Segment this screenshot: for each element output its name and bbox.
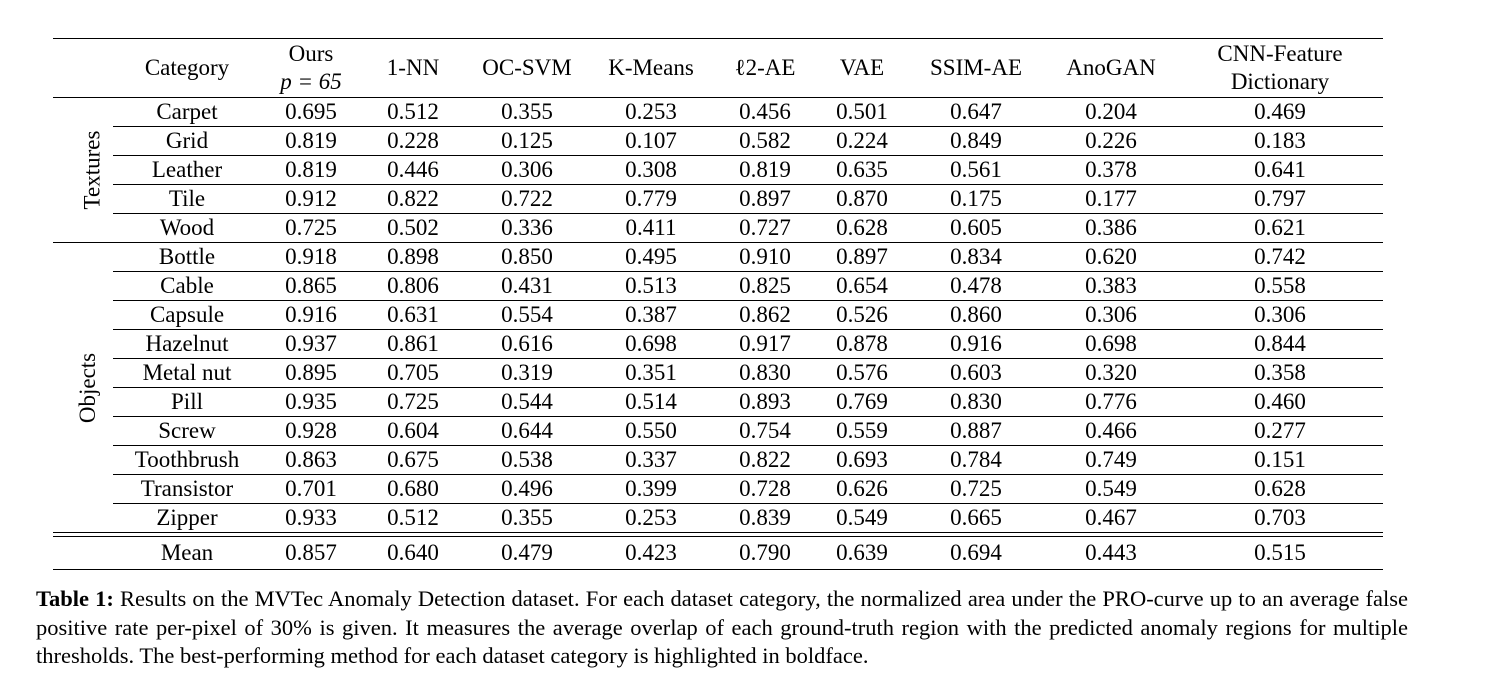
row-value: 0.728 — [713, 475, 817, 504]
row-value: 0.337 — [589, 446, 713, 475]
row-value: 0.910 — [713, 243, 817, 272]
group-objects — [53, 243, 113, 533]
caption-label: Table 1: — [36, 586, 114, 611]
header-anogan: AnoGAN — [1045, 39, 1177, 98]
group-textures — [53, 98, 113, 243]
row-value: 0.559 — [817, 417, 907, 446]
table-row — [53, 446, 1383, 475]
row-value: 0.628 — [1177, 475, 1383, 504]
row-value: 0.378 — [1045, 156, 1177, 185]
row-value: 0.698 — [1045, 330, 1177, 359]
row-category: Capsule — [113, 301, 261, 330]
row-category: Screw — [113, 417, 261, 446]
row-value: 0.204 — [1045, 98, 1177, 127]
row-value: 0.628 — [817, 214, 907, 243]
table-row — [53, 185, 1383, 214]
row-value: 0.860 — [907, 301, 1045, 330]
row-value: 0.887 — [907, 417, 1045, 446]
row-value: 0.469 — [1177, 98, 1383, 127]
row-value: 0.226 — [1045, 127, 1177, 156]
header-group-blank — [53, 39, 113, 98]
row-value: 0.502 — [361, 214, 465, 243]
row-value: 0.616 — [465, 330, 589, 359]
row-value: 0.694 — [907, 537, 1045, 570]
row-value: 0.898 — [361, 243, 465, 272]
table-row-mean — [53, 537, 1383, 570]
row-category: Transistor — [113, 475, 261, 504]
row-value: 0.355 — [465, 504, 589, 533]
row-category: Carpet — [113, 98, 261, 127]
row-value: 0.893 — [713, 388, 817, 417]
row-value: 0.431 — [465, 272, 589, 301]
row-value: 0.640 — [361, 537, 465, 570]
row-category: Grid — [113, 127, 261, 156]
row-value: 0.725 — [261, 214, 361, 243]
row-value: 0.935 — [261, 388, 361, 417]
row-value: 0.928 — [261, 417, 361, 446]
row-value: 0.918 — [261, 243, 361, 272]
row-value: 0.937 — [261, 330, 361, 359]
row-value: 0.620 — [1045, 243, 1177, 272]
header-ours-param: p = 65 — [280, 69, 342, 94]
row-value: 0.635 — [817, 156, 907, 185]
mean-group-blank — [53, 537, 113, 570]
row-value: 0.277 — [1177, 417, 1383, 446]
table-row — [53, 330, 1383, 359]
row-value: 0.626 — [817, 475, 907, 504]
row-value: 0.513 — [589, 272, 713, 301]
row-value: 0.825 — [713, 272, 817, 301]
header-1nn: 1-NN — [361, 39, 465, 98]
row-value: 0.897 — [817, 243, 907, 272]
row-value: 0.819 — [713, 156, 817, 185]
row-value: 0.912 — [261, 185, 361, 214]
row-category: Mean — [113, 537, 261, 570]
row-value: 0.725 — [361, 388, 465, 417]
row-value: 0.822 — [361, 185, 465, 214]
caption-text: Results on the MVTec Anomaly Detection dataset. For each dataset category, the normalized area under the PRO-curve up to an average false positive rate per-pixel of 30% is given. It measures the average overlap of each ground-truth region with the predicted anomaly regions for multiple thresholds. The best-performing method for each dataset category is highlighted in boldface. — [36, 586, 1409, 668]
group-objects-label: Objects — [75, 352, 101, 423]
row-value: 0.177 — [1045, 185, 1177, 214]
row-value: 0.478 — [907, 272, 1045, 301]
row-value: 0.695 — [261, 98, 361, 127]
results-table — [53, 38, 1383, 570]
row-value: 0.806 — [361, 272, 465, 301]
row-value: 0.849 — [907, 127, 1045, 156]
row-value: 0.680 — [361, 475, 465, 504]
row-value: 0.779 — [589, 185, 713, 214]
row-value: 0.933 — [261, 504, 361, 533]
header-ocsvm: OC-SVM — [465, 39, 589, 98]
row-value: 0.549 — [1045, 475, 1177, 504]
row-value: 0.644 — [465, 417, 589, 446]
row-value: 0.443 — [1045, 537, 1177, 570]
row-value: 0.641 — [1177, 156, 1383, 185]
row-value: 0.387 — [589, 301, 713, 330]
row-value: 0.224 — [817, 127, 907, 156]
row-category: Cable — [113, 272, 261, 301]
row-value: 0.479 — [465, 537, 589, 570]
row-category: Toothbrush — [113, 446, 261, 475]
row-category: Tile — [113, 185, 261, 214]
row-value: 0.850 — [465, 243, 589, 272]
row-value: 0.725 — [907, 475, 1045, 504]
row-value: 0.797 — [1177, 185, 1383, 214]
row-value: 0.549 — [817, 504, 907, 533]
header-vae: VAE — [817, 39, 907, 98]
row-value: 0.830 — [713, 359, 817, 388]
row-value: 0.501 — [817, 98, 907, 127]
row-value: 0.675 — [361, 446, 465, 475]
row-value: 0.526 — [817, 301, 907, 330]
row-value: 0.819 — [261, 156, 361, 185]
table-row — [53, 127, 1383, 156]
row-value: 0.784 — [907, 446, 1045, 475]
row-value: 0.446 — [361, 156, 465, 185]
row-value: 0.561 — [907, 156, 1045, 185]
row-value: 0.411 — [589, 214, 713, 243]
row-value: 0.722 — [465, 185, 589, 214]
row-value: 0.386 — [1045, 214, 1177, 243]
header-category: Category — [113, 39, 261, 98]
row-category: Hazelnut — [113, 330, 261, 359]
row-value: 0.917 — [713, 330, 817, 359]
row-category: Metal nut — [113, 359, 261, 388]
row-value: 0.456 — [713, 98, 817, 127]
row-value: 0.727 — [713, 214, 817, 243]
row-value: 0.863 — [261, 446, 361, 475]
row-value: 0.467 — [1045, 504, 1177, 533]
row-value: 0.306 — [1177, 301, 1383, 330]
header-ours-name: Ours — [288, 41, 334, 66]
row-value: 0.749 — [1045, 446, 1177, 475]
row-value: 0.253 — [589, 98, 713, 127]
row-value: 0.576 — [817, 359, 907, 388]
row-value: 0.355 — [465, 98, 589, 127]
row-value: 0.423 — [589, 537, 713, 570]
row-value: 0.558 — [1177, 272, 1383, 301]
row-value: 0.512 — [361, 504, 465, 533]
header-ssimae: SSIM-AE — [907, 39, 1045, 98]
row-value: 0.839 — [713, 504, 817, 533]
row-category: Zipper — [113, 504, 261, 533]
row-value: 0.514 — [589, 388, 713, 417]
row-value: 0.512 — [361, 98, 465, 127]
table-row — [53, 475, 1383, 504]
row-value: 0.306 — [465, 156, 589, 185]
row-category: Wood — [113, 214, 261, 243]
header-kmeans: K-Means — [589, 39, 713, 98]
results-table-container — [53, 38, 1383, 570]
row-value: 0.916 — [907, 330, 1045, 359]
row-value: 0.125 — [465, 127, 589, 156]
row-value: 0.844 — [1177, 330, 1383, 359]
row-value: 0.253 — [589, 504, 713, 533]
row-value: 0.320 — [1045, 359, 1177, 388]
row-value: 0.776 — [1045, 388, 1177, 417]
row-value: 0.865 — [261, 272, 361, 301]
row-value: 0.862 — [713, 301, 817, 330]
row-value: 0.460 — [1177, 388, 1383, 417]
row-value: 0.175 — [907, 185, 1045, 214]
row-value: 0.822 — [713, 446, 817, 475]
row-value: 0.701 — [261, 475, 361, 504]
row-value: 0.603 — [907, 359, 1045, 388]
row-value: 0.870 — [817, 185, 907, 214]
row-value: 0.754 — [713, 417, 817, 446]
row-value: 0.819 — [261, 127, 361, 156]
row-value: 0.495 — [589, 243, 713, 272]
table-row — [53, 388, 1383, 417]
table-row — [53, 156, 1383, 185]
table-row — [53, 214, 1383, 243]
row-value: 0.515 — [1177, 537, 1383, 570]
row-value: 0.916 — [261, 301, 361, 330]
row-value: 0.790 — [713, 537, 817, 570]
row-value: 0.228 — [361, 127, 465, 156]
row-value: 0.654 — [817, 272, 907, 301]
header-cnn-line1: CNN-Feature — [1217, 41, 1343, 66]
row-value: 0.878 — [817, 330, 907, 359]
row-value: 0.639 — [817, 537, 907, 570]
table-header-row — [53, 39, 1383, 98]
header-ours — [261, 39, 361, 98]
row-value: 0.621 — [1177, 214, 1383, 243]
row-value: 0.861 — [361, 330, 465, 359]
row-value: 0.358 — [1177, 359, 1383, 388]
row-value: 0.550 — [589, 417, 713, 446]
row-value: 0.336 — [465, 214, 589, 243]
row-value: 0.631 — [361, 301, 465, 330]
row-value: 0.834 — [907, 243, 1045, 272]
row-value: 0.857 — [261, 537, 361, 570]
header-cnn-line2: Dictionary — [1230, 69, 1330, 94]
table-row — [53, 417, 1383, 446]
row-value: 0.538 — [465, 446, 589, 475]
row-value: 0.830 — [907, 388, 1045, 417]
table-caption — [36, 585, 1408, 671]
row-value: 0.605 — [907, 214, 1045, 243]
table-row — [53, 243, 1383, 272]
row-value: 0.604 — [361, 417, 465, 446]
row-value: 0.306 — [1045, 301, 1177, 330]
row-value: 0.466 — [1045, 417, 1177, 446]
header-cnn-feature — [1177, 39, 1383, 98]
row-value: 0.582 — [713, 127, 817, 156]
row-value: 0.554 — [465, 301, 589, 330]
row-value: 0.897 — [713, 185, 817, 214]
row-value: 0.895 — [261, 359, 361, 388]
row-value: 0.705 — [361, 359, 465, 388]
row-value: 0.351 — [589, 359, 713, 388]
row-value: 0.665 — [907, 504, 1045, 533]
row-value: 0.703 — [1177, 504, 1383, 533]
table-row — [53, 504, 1383, 533]
row-value: 0.496 — [465, 475, 589, 504]
group-textures-label: Textures — [79, 130, 105, 210]
row-value: 0.742 — [1177, 243, 1383, 272]
row-category: Bottle — [113, 243, 261, 272]
row-value: 0.698 — [589, 330, 713, 359]
row-value: 0.693 — [817, 446, 907, 475]
row-value: 0.383 — [1045, 272, 1177, 301]
table-row — [53, 359, 1383, 388]
table-body — [53, 98, 1383, 570]
table-row — [53, 301, 1383, 330]
row-value: 0.319 — [465, 359, 589, 388]
row-value: 0.647 — [907, 98, 1045, 127]
row-value: 0.399 — [589, 475, 713, 504]
table-row — [53, 272, 1383, 301]
row-category: Leather — [113, 156, 261, 185]
row-value: 0.769 — [817, 388, 907, 417]
row-value: 0.107 — [589, 127, 713, 156]
row-category: Pill — [113, 388, 261, 417]
header-l2ae: ℓ2-AE — [713, 39, 817, 98]
row-value: 0.151 — [1177, 446, 1383, 475]
row-value: 0.308 — [589, 156, 713, 185]
table-row — [53, 98, 1383, 127]
row-value: 0.544 — [465, 388, 589, 417]
row-value: 0.183 — [1177, 127, 1383, 156]
